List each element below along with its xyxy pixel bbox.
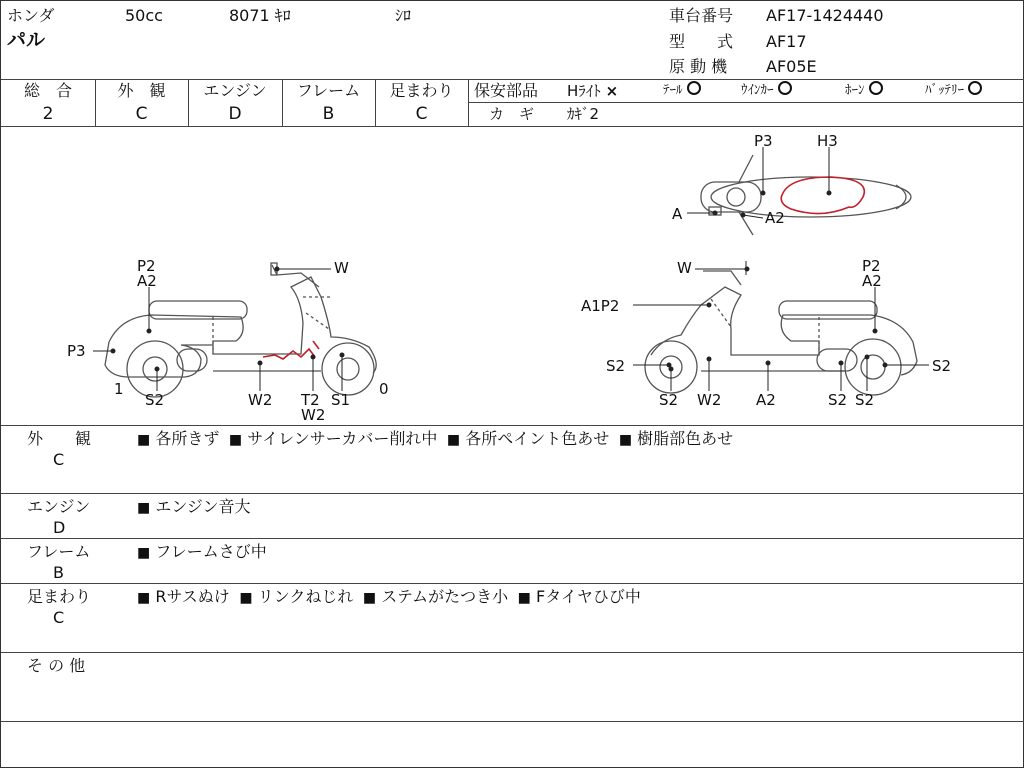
scooter-top-view-sketch <box>701 155 911 235</box>
left-a2-label: A2 <box>137 272 157 290</box>
damage-mark-seat-top <box>781 177 864 214</box>
battery-ok-circle-icon <box>968 81 982 95</box>
note-item: ステムがたつき小 <box>381 587 509 606</box>
right-a2-label: A2 <box>862 272 882 290</box>
notes-suspension-items: ■ Rサスぬけ ■ リンクねじれ ■ ステムがたつき小 ■ Fタイヤひび中 <box>137 587 641 606</box>
left-w2-label: W2 <box>248 391 273 409</box>
notes-frame-grade: B <box>53 563 64 582</box>
note-item: エンジン音大 <box>155 497 251 516</box>
notes-engine-items: ■ エンジン音大 <box>137 497 251 516</box>
notes-engine-title: エンジン <box>27 497 91 516</box>
engine-model-label: 原 動 機 <box>669 57 728 76</box>
grade-suspension-value: C <box>415 104 428 124</box>
top-a2-label: A2 <box>765 209 785 227</box>
left-w-label: W <box>334 259 349 277</box>
headlight-text: Hﾗｲﾄ <box>567 82 601 100</box>
note-item: 各所きず <box>155 429 220 448</box>
top-a-label: A <box>672 205 683 223</box>
model-type-label: 型 式 <box>669 32 734 51</box>
left-rear-number: 1 <box>114 380 124 398</box>
mileage: 8071 ｷﾛ <box>229 6 291 25</box>
note-item: リンクねじれ <box>257 587 354 606</box>
safety-parts-label: 保安部品 <box>474 81 539 100</box>
notes-exterior-items: ■ 各所きず ■ サイレンサーカバー削れ中 ■ 各所ペイント色あせ ■ 樹脂部色あせ <box>137 429 734 448</box>
right-s2-bottom-1-label: S2 <box>659 391 679 409</box>
chassis-number-value: AF17-1424440 <box>766 6 884 25</box>
note-item: Fタイヤひび中 <box>536 587 641 606</box>
left-t2-label: T2 <box>301 391 320 409</box>
left-s1-label: S1 <box>331 391 351 409</box>
note-item: 各所ペイント色あせ <box>465 429 610 448</box>
note-item: サイレンサーカバー削れ中 <box>247 429 438 448</box>
engine-model-value: AF05E <box>766 57 817 76</box>
top-h3-label: H3 <box>817 132 838 150</box>
tail-light-label <box>663 81 701 101</box>
grade-frame-value: B <box>322 104 335 124</box>
right-p2-label: P2 <box>862 257 881 275</box>
note-item: 樹脂部色あせ <box>637 429 734 448</box>
notes-exterior-grade: C <box>53 450 65 469</box>
note-item: Rサスぬけ <box>155 587 230 606</box>
left-s2-label: S2 <box>145 391 165 409</box>
notes-suspension-grade: C <box>53 608 65 627</box>
right-s2-left-label: S2 <box>606 357 626 375</box>
key-value: ｶｷﾞ2 <box>567 105 600 123</box>
tail-ok-circle-icon <box>687 81 701 95</box>
top-p3-label: P3 <box>754 132 773 150</box>
right-w-label: W <box>677 259 692 277</box>
grade-suspension-label: 足まわり <box>389 81 454 100</box>
grade-engine-label: エンジン <box>203 81 267 100</box>
body-color: ｼﾛ <box>395 6 412 25</box>
displacement: 50cc <box>125 6 163 25</box>
grade-frame-label: フレーム <box>296 81 361 100</box>
horn-label <box>845 81 883 101</box>
left-p3-label: P3 <box>67 342 86 360</box>
grade-overall-value: 2 <box>42 104 54 124</box>
model-name: パル <box>7 29 46 51</box>
chassis-number-label: 車台番号 <box>669 6 734 25</box>
left-p2-label: P2 <box>137 257 156 275</box>
winker-text: ｳｲﾝｶｰ <box>741 83 774 98</box>
headlight-label <box>567 81 618 101</box>
maker-name: ホンダ <box>7 6 55 25</box>
right-w2-label: W2 <box>697 391 722 409</box>
horn-ok-circle-icon <box>869 81 883 95</box>
battery-text: ﾊﾞｯﾃﾘｰ <box>925 83 964 98</box>
notes-frame-items: ■ フレームさび中 <box>137 542 267 561</box>
winker-ok-circle-icon <box>778 81 792 95</box>
key-label: カ ギ <box>489 105 535 123</box>
right-s2-right-label: S2 <box>932 357 952 375</box>
notes-frame-title: フレーム <box>27 542 91 561</box>
grade-exterior-label: 外 観 <box>117 81 166 100</box>
notes-other-title: そ の 他 <box>27 656 86 675</box>
notes-suspension-title: 足まわり <box>27 587 92 606</box>
left-w2-lower-label: W2 <box>301 406 326 424</box>
right-s2-bottom-2-label: S2 <box>828 391 848 409</box>
right-a1p2-label: A1P2 <box>581 297 620 315</box>
model-type-value: AF17 <box>766 32 807 51</box>
damage-diagram <box>1 127 1024 425</box>
winker-label <box>741 81 792 101</box>
grade-engine-value: D <box>228 104 242 124</box>
right-a2-bottom-label: A2 <box>756 391 776 409</box>
notes-exterior-title: 外 観 <box>27 429 92 448</box>
note-item: フレームさび中 <box>155 542 267 561</box>
horn-text: ﾎｰﾝ <box>845 83 865 98</box>
left-front-number: 0 <box>379 380 389 398</box>
right-s2-bottom-3-label: S2 <box>855 391 875 409</box>
notes-engine-grade: D <box>53 518 66 537</box>
grade-exterior-value: C <box>135 104 148 124</box>
battery-label <box>925 81 982 101</box>
grade-overall-label: 総 合 <box>23 81 72 100</box>
tail-light-text: ﾃｰﾙ <box>663 83 683 98</box>
headlight-status-x: × <box>605 82 619 100</box>
